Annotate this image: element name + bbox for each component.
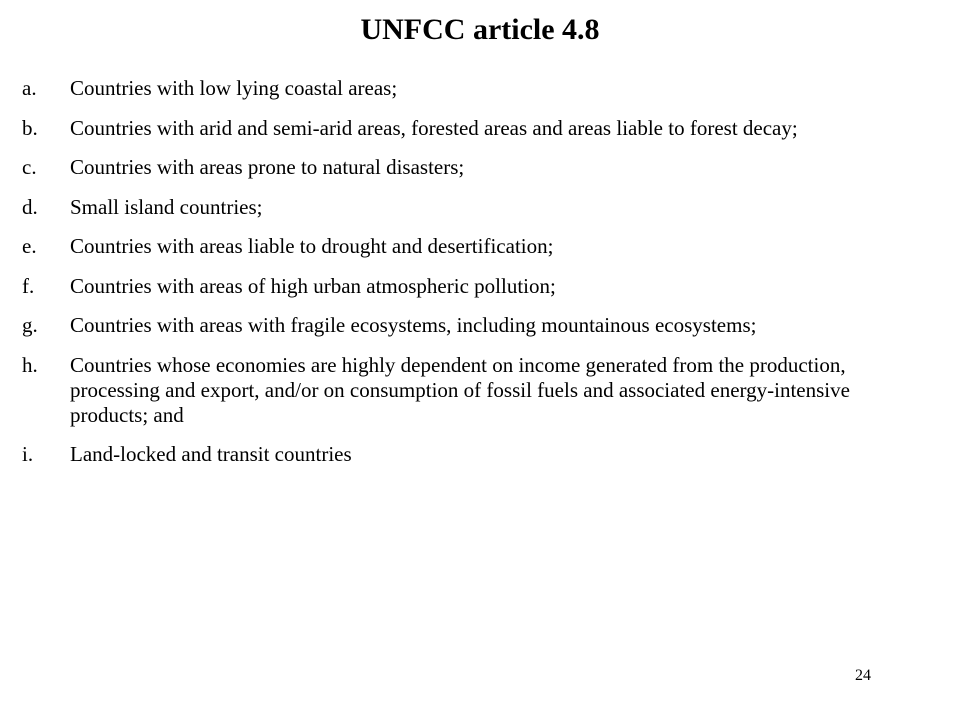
list-item-text: Countries with areas prone to natural disasters; [70,155,465,179]
list-marker: d. [22,194,38,219]
list-item [22,313,932,338]
list-item [22,195,932,220]
list-item [22,76,932,101]
list-item-text: Land-locked and transit countries [70,442,352,466]
list-marker: g. [22,313,38,337]
list-marker: h. [22,352,38,377]
list-item-text: Countries with areas with fragile ecosystems, including mountainous ecosystems; [70,313,757,337]
slide-title: UNFCC article 4.8 [360,13,600,46]
list-item [22,442,932,467]
list-marker: b. [22,115,38,140]
list-item [22,116,932,141]
list-item-text: Small island countries; [70,194,263,219]
list-marker: c. [22,155,37,179]
list-marker: a. [22,76,37,100]
list-item-text: Countries with low lying coastal areas; [70,76,398,100]
list-item-text: Countries whose economies are highly dependent on income generated from the production, processing and export, and/or on consumption of fossil fuels and associated energy-intensive products; and [70,352,850,427]
list-marker: e. [22,234,37,258]
list-item [22,274,932,299]
list-item [22,353,932,428]
list-item-text: Countries with areas liable to drought and desertification; [70,234,554,258]
list-marker: f. [22,273,35,298]
list-marker: i. [22,442,34,466]
list-item-text: Countries with areas of high urban atmospheric pollution; [70,273,556,298]
item-list [22,76,932,482]
page-number: 24 [855,667,871,684]
list-item [22,234,932,259]
list-item-text: Countries with arid and semi-arid areas, forested areas and areas liable to forest decay; [70,115,798,140]
list-item [22,155,932,180]
